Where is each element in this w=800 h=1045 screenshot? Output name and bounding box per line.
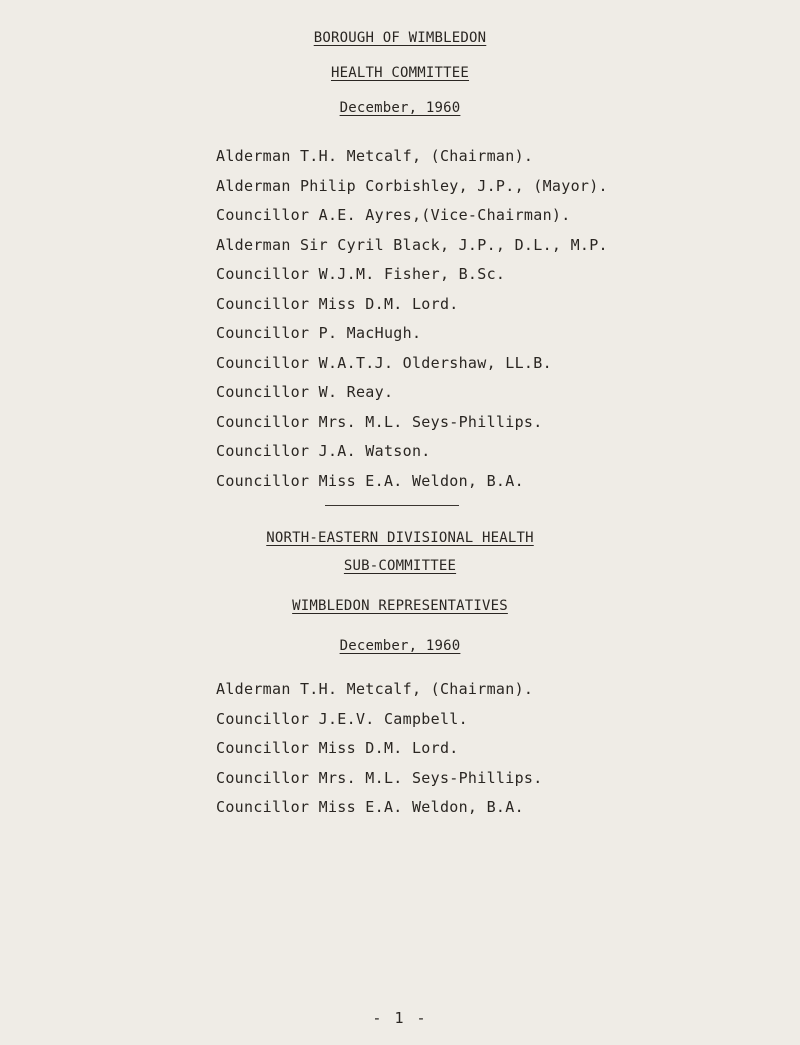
member-list-item: Alderman T.H. Metcalf, (Chairman). — [216, 680, 534, 698]
member-list-item: Councillor J.E.V. Campbell. — [216, 709, 468, 728]
member-list-item: Councillor Miss E.A. Weldon, B.A. — [216, 798, 524, 816]
sub-committee-title-line2: SUB-COMMITTEE — [343, 558, 457, 574]
member-list-item: Councillor J.A. Watson. — [216, 442, 431, 460]
health-committee-date: December, 1960 — [339, 100, 461, 116]
health-committee-member-list — [216, 142, 608, 496]
sub-committee-subtitle: WIMBLEDON REPRESENTATIVES — [292, 598, 508, 614]
health-committee-title: HEALTH COMMITTEE — [330, 65, 470, 81]
member-list-item: Alderman Philip Corbishley, J.P., (Mayor). — [216, 176, 608, 195]
member-list-item: Councillor P. MacHugh. — [216, 324, 422, 342]
section-divider — [325, 505, 459, 506]
sub-committee-title-line1: NORTH-EASTERN DIVISIONAL HEALTH — [266, 530, 534, 546]
sub-committee-date: December, 1960 — [339, 638, 461, 654]
member-list-item: Councillor Miss D.M. Lord. — [216, 739, 459, 757]
member-list-item: Councillor W.J.M. Fisher, B.Sc. — [216, 265, 506, 283]
member-list-item: Councillor Mrs. M.L. Seys-Phillips. — [216, 768, 543, 787]
page-number: - 1 - — [372, 1009, 428, 1027]
member-list-item: Councillor Miss E.A. Weldon, B.A. — [216, 471, 524, 490]
member-list-item: Councillor W.A.T.J. Oldershaw, LL.B. — [216, 353, 552, 372]
member-list-item: Alderman T.H. Metcalf, (Chairman). — [216, 147, 534, 165]
borough-title: BOROUGH OF WIMBLEDON — [313, 30, 487, 46]
member-list-item: Councillor Mrs. M.L. Seys-Phillips. — [216, 412, 543, 431]
member-list-item: Councillor A.E. Ayres,(Vice-Chairman). — [216, 206, 571, 224]
member-list-item: Councillor Miss D.M. Lord. — [216, 294, 459, 313]
sub-committee-member-list — [216, 675, 543, 823]
member-list-item: Councillor W. Reay. — [216, 383, 394, 401]
member-list-item: Alderman Sir Cyril Black, J.P., D.L., M.P. — [216, 235, 608, 254]
